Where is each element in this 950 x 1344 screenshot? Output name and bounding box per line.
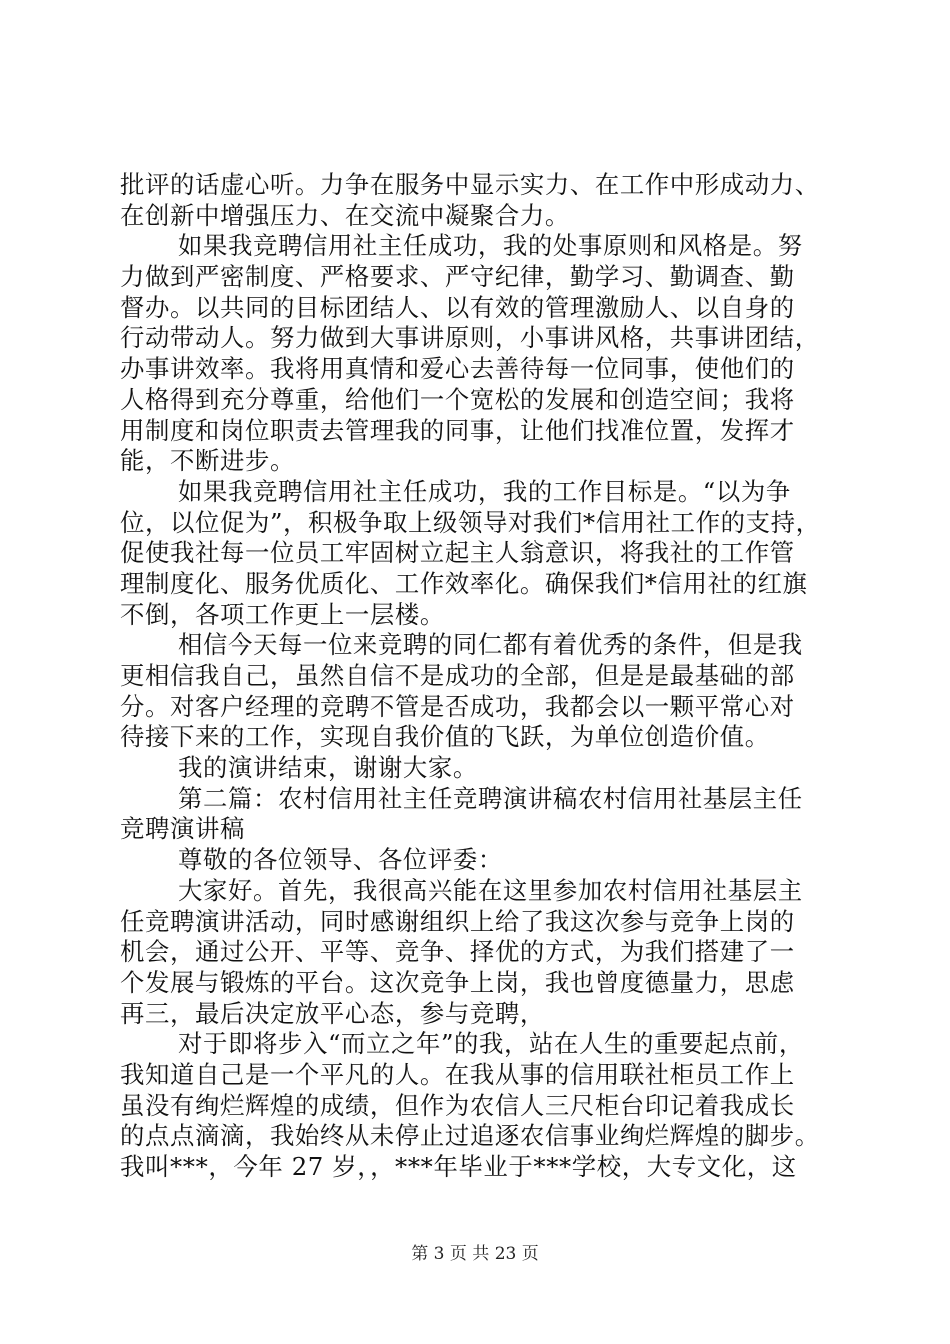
text-line: 理制度化、服务优质化、工作效率化。确保我们*信用社的红旗	[120, 568, 808, 598]
text-line: 我知道自己是一个平凡的人。在我从事的信用联社柜员工作上	[120, 1059, 795, 1089]
text-line: 我叫***，今年 27 岁，，***年毕业于***学校，大专文化，这	[120, 1152, 797, 1181]
text-line: 相信今天每一位来竞聘的同仁都有着优秀的条件，但是我	[178, 630, 803, 660]
text-line: 促使我社每一位员工牢固树立起主人翁意识，将我社的工作管	[120, 538, 795, 568]
text-line: 个发展与锻炼的平台。这次竞争上岗，我也曾度德量力，思虑	[120, 967, 795, 997]
text-line: 行动带动人。努力做到大事讲原则，小事讲风格，共事讲团结，	[120, 323, 820, 353]
text-line: 对于即将步入“而立之年”的我，站在人生的重要起点前，	[178, 1029, 804, 1059]
text-line: 用制度和岗位职责去管理我的同事，让他们找准位置，发挥才	[120, 415, 795, 445]
text-line: 如果我竞聘信用社主任成功，我的处事原则和风格是。努	[178, 231, 803, 261]
text-line: 力做到严密制度、严格要求、严守纪律，勤学习、勤调查、勤	[120, 262, 795, 292]
text-line: 的点点滴滴，我始终从未停止过追逐农信事业绚烂辉煌的脚步。	[120, 1121, 820, 1151]
text-line: 任竞聘演讲活动，同时感谢组织上给了我这次参与竞争上岗的	[120, 906, 795, 936]
text-line: 在创新中增强压力、在交流中凝聚合力。	[120, 200, 570, 230]
text-line: 尊敬的各位领导、各位评委：	[178, 845, 503, 875]
text-line: 能，不断进步。	[120, 446, 295, 476]
text-line: 不倒，各项工作更上一层楼。	[120, 599, 445, 629]
text-line: 批评的话虚心听。力争在服务中显示实力、在工作中形成动力、	[120, 170, 820, 199]
text-line: 我的演讲结束，谢谢大家。	[178, 753, 478, 783]
text-line: 如果我竞聘信用社主任成功，我的工作目标是。“以为争	[178, 476, 791, 506]
text-line: 办事讲效率。我将用真情和爱心去善待每一位同事，使他们的	[120, 354, 795, 384]
text-line: 督办。以共同的目标团结人、以有效的管理激励人、以自身的	[120, 292, 795, 322]
text-line: 虽没有绚烂辉煌的成绩，但作为农信人三尺柜台印记着我成长	[120, 1090, 795, 1120]
document-body	[120, 170, 835, 1183]
text-line: 分。对客户经理的竞聘不管是否成功，我都会以一颗平常心对	[120, 691, 795, 721]
page-footer: 第 3 页 共 23 页	[411, 1244, 539, 1264]
text-line: 第二篇：农村信用社主任竞聘演讲稿农村信用社基层主任	[178, 783, 803, 813]
text-line: 大家好。首先，我很高兴能在这里参加农村信用社基层主	[178, 875, 803, 905]
text-line: 竞聘演讲稿	[120, 814, 245, 844]
text-line: 待接下来的工作，实现自我价值的飞跃，为单位创造价值。	[120, 722, 770, 752]
text-line: 人格得到充分尊重，给他们一个宽松的发展和创造空间；我将	[120, 384, 795, 414]
text-line: 更相信我自己，虽然自信不是成功的全部，但是是最基础的部	[120, 661, 795, 690]
text-line: 位，以位促为”，积极争取上级领导对我们*信用社工作的支持，	[120, 507, 821, 537]
text-line: 机会，通过公开、平等、竞争、择优的方式，为我们搭建了一	[120, 937, 795, 967]
text-line: 再三，最后决定放平心态，参与竞聘，	[120, 998, 545, 1028]
